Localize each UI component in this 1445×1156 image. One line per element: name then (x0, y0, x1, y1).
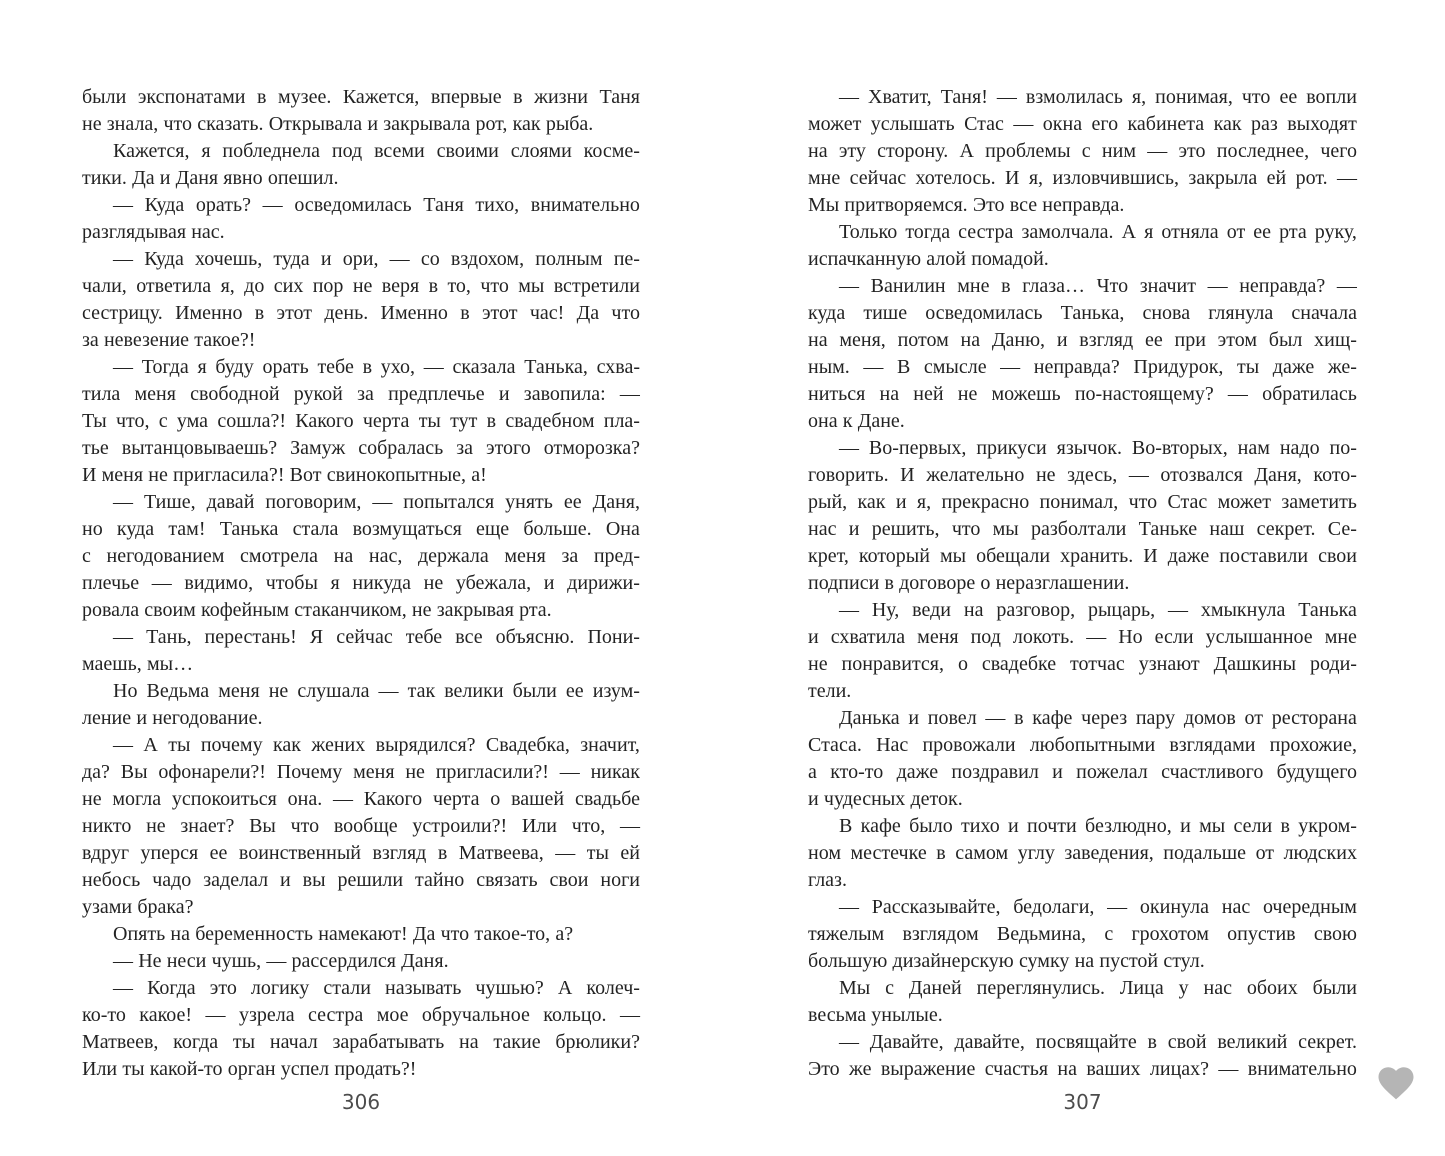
text-line: Матвеев, когда ты начал зарабатывать на такие брюлики? (82, 1031, 640, 1053)
text-line: может услышать Стас — окна его кабинета как раз выходят (808, 113, 1357, 135)
text-line: Только тогда сестра замолчала. А я отняла от ее рта руку, (839, 221, 1357, 243)
text-line: ко-то какое! — узрела сестра мое обручальное кольцо. — (82, 1004, 640, 1026)
text-line: были экспонатами в музее. Кажется, впервые в жизни Таня (82, 86, 640, 108)
text-line: маешь, мы… (82, 653, 194, 675)
text-line: И меня не пригласила?! Вот свинокопытные, а! (82, 464, 487, 486)
text-line: тье вытанцовываешь? Замуж собралась за этого отморозка? (82, 437, 640, 459)
text-line: ниться на ней не можешь по-настоящему? — обратилась (808, 383, 1357, 405)
text-line: на эту сторону. А проблемы с ним — это последнее, чего (808, 140, 1357, 162)
text-line: Или ты какой-то орган успел продать?! (82, 1058, 417, 1080)
text-line: — Когда это логику стали называть чушью? А колеч- (113, 977, 640, 999)
text-line: ным. — В смысле — неправда? Придурок, ты даже же- (808, 356, 1357, 378)
heart-icon (1375, 1062, 1417, 1104)
text-line: тила меня свободной рукой за предплечье и завопила: — (82, 383, 640, 405)
text-line: большую дизайнерскую сумку на пустой стул. (808, 950, 1205, 972)
favorite-heart-button[interactable] (1375, 1062, 1417, 1104)
text-line: а кто-то даже поздравил и пожелал счастливого будущего (808, 761, 1357, 783)
text-line: она к Дане. (808, 410, 905, 432)
text-line: Мы притворяемся. Это все неправда. (808, 194, 1125, 216)
text-line: ровала своим кофейным стаканчиком, не закрывая рта. (82, 599, 552, 621)
text-line: узами брака? (82, 896, 194, 918)
text-line: да? Вы офонарели?! Почему меня не пригласили?! — никак (82, 761, 640, 783)
text-line: — Куда орать? — осведомилась Таня тихо, внимательно (113, 194, 640, 216)
text-line: — Давайте, давайте, посвящайте в свой великий секрет. (839, 1031, 1357, 1053)
text-line: — А ты почему как жених вырядился? Свадебка, значит, (113, 734, 640, 756)
text-line: — Не неси чушь, — рассердился Даня. (113, 950, 449, 972)
text-line: с негодованием смотрела на нас, держала меня за пред- (82, 545, 640, 567)
text-line: Данька и повел — в кафе через пару домов от ресторана (839, 707, 1357, 729)
text-line: за невезение такое?! (82, 329, 256, 351)
text-line: — Во-первых, прикуси язычок. Во-вторых, нам надо по- (839, 437, 1357, 459)
text-line: рый, как и я, прекрасно понимал, что Стас может заметить (808, 491, 1357, 513)
text-line: ление и негодование. (82, 707, 263, 729)
text-line: никто не знает? Вы что вообще устроили?! Или что, — (82, 815, 640, 837)
text-line: сестрицу. Именно в этот день. Именно в этот час! Да что (82, 302, 640, 324)
text-line: плечье — видимо, чтобы я никуда не убежала, и дирижи- (82, 572, 640, 594)
text-line: чали, ответила я, до сих пор не веря в то, что мы встретили (82, 275, 640, 297)
text-line: не понравится, о свадебке тотчас узнают Дашкины роди- (808, 653, 1357, 675)
text-line: — Ванилин мне в глаза… Что значит — неправда? — (839, 275, 1357, 297)
right-page-text-column (808, 84, 1357, 1083)
text-line: Но Ведьма меня не слушала — так велики были ее изум- (113, 680, 640, 702)
text-line: — Ну, веди на разговор, рыцарь, — хмыкнула Танька (839, 599, 1357, 621)
text-line: небось чадо заделал и вы решили тайно связать свои ноги (82, 869, 640, 891)
text-line: нас и решить, что мы разболтали Таньке наш секрет. Се- (808, 518, 1357, 540)
text-line: — Тише, давай поговорим, — попытался унять ее Даня, (113, 491, 640, 513)
text-line: — Рассказывайте, бедолаги, — окинула нас очередным (839, 896, 1357, 918)
text-line: — Хватит, Таня! — взмолилась я, понимая, что ее вопли (839, 86, 1357, 108)
text-line: Мы с Даней переглянулись. Лица у нас обоих были (839, 977, 1357, 999)
text-line: и чудесных деток. (808, 788, 963, 810)
text-line: тяжелым взглядом Ведьмина, с грохотом опустив свою (808, 923, 1357, 945)
text-line: В кафе было тихо и почти безлюдно, и мы сели в укром- (839, 815, 1357, 837)
text-line: Это же выражение счастья на ваших лицах? — внимательно (808, 1058, 1357, 1080)
text-line: Кажется, я побледнела под всеми своими слоями косме- (113, 140, 640, 162)
text-line: глаз. (808, 869, 847, 891)
text-line: подписи в договоре о неразглашении. (808, 572, 1130, 594)
right-page-number: 307 (1063, 1090, 1102, 1114)
text-line: не знала, что сказать. Открывала и закрывала рот, как рыба. (82, 113, 594, 135)
text-line: тели. (808, 680, 852, 702)
text-line: — Тань, перестань! Я сейчас тебе все объясню. Пони- (113, 626, 640, 648)
text-line: вдруг уперся ее воинственный взгляд в Матвеева, — ты ей (82, 842, 640, 864)
text-line: говорить. И желательно не здесь, — отозвался Даня, кото- (808, 464, 1357, 486)
text-line: и схватила меня под локоть. — Но если услышанное мне (808, 626, 1357, 648)
text-line: крет, который мы обещали хранить. И даже поставили свои (808, 545, 1357, 567)
left-page-number: 306 (341, 1090, 381, 1114)
text-line: ном местечке в самом углу заведения, подальше от людских (808, 842, 1357, 864)
text-line: Опять на беременность намекают! Да что такое-то, а? (113, 923, 574, 945)
left-page-text-column (82, 84, 640, 1083)
text-line: тики. Да и Даня явно опешил. (82, 167, 339, 189)
text-line: Ты что, с ума сошла?! Какого черта ты тут в свадебном пла- (82, 410, 640, 432)
text-line: мне сейчас хотелось. И я, изловчившись, закрыла ей рот. — (808, 167, 1357, 189)
text-line: но куда там! Танька стала возмущаться еще больше. Она (82, 518, 640, 540)
text-line: — Куда хочешь, туда и ори, — со вздохом, полным пе- (113, 248, 640, 270)
text-line: весьма унылые. (808, 1004, 943, 1026)
text-line: разглядывая нас. (82, 221, 225, 243)
text-line: не могла успокоиться она. — Какого черта о вашей свадьбе (82, 788, 640, 810)
text-line: испачканную алой помадой. (808, 248, 1049, 270)
text-line: — Тогда я буду орать тебе в ухо, — сказала Танька, схва- (113, 356, 640, 378)
text-line: на меня, потом на Даню, и взгляд ее при этом был хищ- (808, 329, 1357, 351)
text-line: куда тише осведомилась Танька, снова глянула сначала (808, 302, 1357, 324)
text-line: Стаса. Нас провожали любопытными взглядами прохожие, (808, 734, 1357, 756)
